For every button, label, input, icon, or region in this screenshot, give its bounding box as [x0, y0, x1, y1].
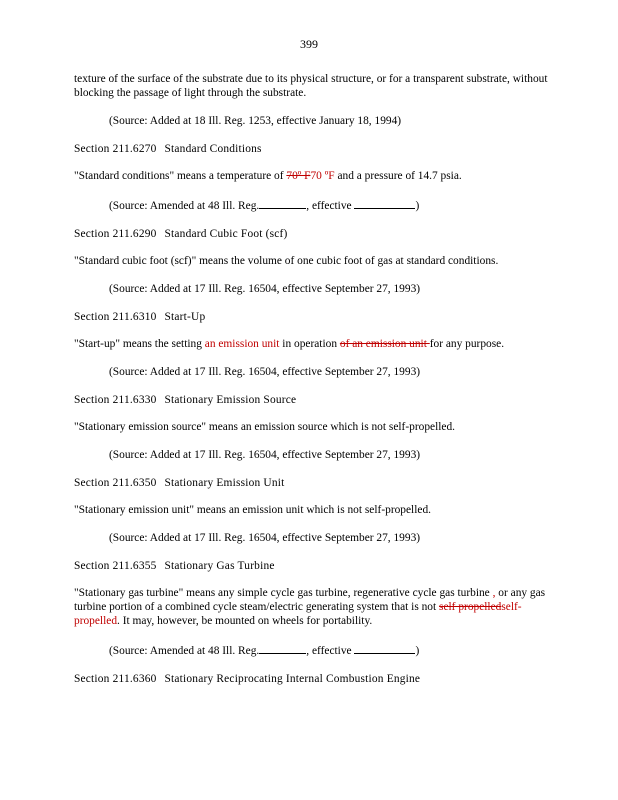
source-text: (Source: Amended at 48 Ill. Reg.: [109, 200, 260, 212]
section-number: Section 211.6290: [74, 228, 157, 240]
section-heading-6350: [74, 476, 554, 490]
definition-text: or any gas turbine portion of a combined cycle steam/electric generating system that is not: [74, 587, 546, 613]
section-heading-6290: [74, 227, 554, 241]
page-number: 399: [300, 37, 318, 51]
section-number: Section 211.6355: [74, 560, 157, 572]
source-note-6350: (Source: Added at 17 Ill. Reg. 16504, effective September 27, 1993): [109, 532, 421, 544]
section-heading-6310: [74, 310, 554, 324]
inserted-text: an emission unit: [204, 338, 280, 350]
definition-standard-cubic-foot: "Standard cubic foot (scf)" means the volume of one cubic foot of gas at standard conditions.: [74, 255, 499, 267]
section-heading-6360: [74, 672, 554, 686]
deleted-text: of an emission unit: [339, 338, 430, 350]
source-note-amended-6355: [74, 642, 554, 658]
section-title: Stationary Emission Source: [164, 394, 297, 406]
inserted-text: self-propelled: [74, 601, 522, 627]
source-note-6290: (Source: Added at 17 Ill. Reg. 16504, effective September 27, 1993): [109, 283, 421, 295]
effective-blank: [354, 197, 415, 209]
section-number: Section 211.6350: [74, 477, 157, 489]
inserted-text: 70 ºF: [310, 170, 335, 182]
definition-text: "Start-up" means the setting: [74, 338, 205, 350]
section-number: Section 211.6270: [74, 143, 157, 155]
reg-blank: [259, 197, 306, 209]
inserted-text: ,: [489, 587, 499, 599]
section-heading-6330: [74, 393, 554, 407]
definition-stationary-emission-unit: "Stationary emission unit" means an emission unit which is not self-propelled.: [74, 504, 431, 516]
definition-text: . It may, however, be mounted on wheels for portability.: [117, 615, 373, 627]
section-title: Stationary Emission Unit: [164, 477, 285, 489]
section-title: Start-Up: [164, 311, 206, 323]
source-note-amended-6270: [74, 197, 554, 213]
definition-stationary-emission-source: "Stationary emission source" means an emission source which is not self-propelled.: [74, 421, 455, 433]
source-note-6330: (Source: Added at 17 Ill. Reg. 16504, effective September 27, 1993): [109, 449, 421, 461]
source-note-6310: (Source: Added at 17 Ill. Reg. 16504, effective September 27, 1993): [109, 366, 421, 378]
section-heading-6355: [74, 559, 554, 573]
section-title: Stationary Reciprocating Internal Combustion Engine: [164, 673, 421, 685]
source-text: , effective: [306, 645, 355, 657]
definition-stationary-gas-turbine: [74, 586, 554, 628]
deleted-text: self propelled: [439, 601, 502, 613]
section-title: Standard Conditions: [164, 143, 262, 155]
source-text: ): [415, 200, 420, 212]
section-heading-6270: [74, 142, 554, 156]
definition-text: "Stationary gas turbine" means any simple cycle gas turbine, regenerative cycle gas turbine: [74, 587, 490, 599]
definition-text: "Standard conditions" means a temperature of: [74, 170, 287, 182]
document-body: [74, 72, 554, 699]
section-title: Standard Cubic Foot (scf): [164, 228, 288, 240]
deleted-text: 70º F: [286, 170, 311, 182]
section-title: Stationary Gas Turbine: [164, 560, 275, 572]
source-note-1253: (Source: Added at 18 Ill. Reg. 1253, effective January 18, 1994): [109, 115, 402, 127]
definition-text: and a pressure of 14.7 psia.: [334, 170, 462, 182]
intro-paragraph: texture of the surface of the substrate due to its physical structure, or for a transparent substrate, without blocking the passage of light through the substrate.: [74, 73, 548, 99]
source-text: , effective: [306, 200, 355, 212]
section-number: Section 211.6330: [74, 394, 157, 406]
definition-text: for any purpose.: [429, 338, 505, 350]
definition-start-up: [74, 337, 554, 351]
definition-text: in operation: [279, 338, 340, 350]
definition-standard-conditions: [74, 169, 554, 183]
source-text: ): [415, 645, 420, 657]
section-number: Section 211.6310: [74, 311, 157, 323]
section-number: Section 211.6360: [74, 673, 157, 685]
effective-blank: [354, 642, 415, 654]
source-text: (Source: Amended at 48 Ill. Reg.: [109, 645, 260, 657]
reg-blank: [259, 642, 306, 654]
